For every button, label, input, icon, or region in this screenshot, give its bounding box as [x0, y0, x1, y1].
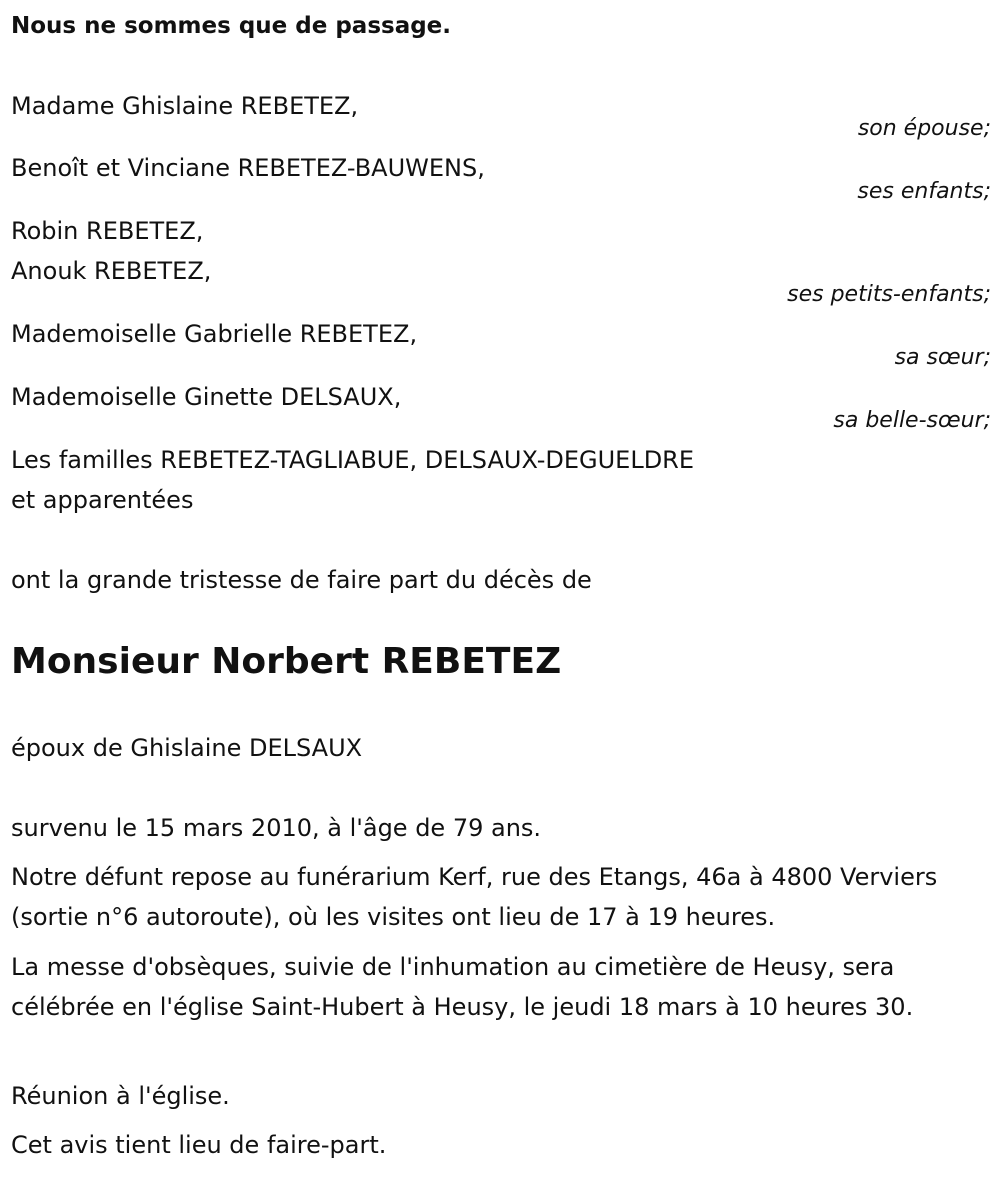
spouse-line: époux de Ghislaine DELSAUX: [11, 734, 363, 762]
family-member-name: Madame Ghislaine REBETEZ,: [11, 92, 359, 120]
funeral-home-paragraph: Notre défunt repose au funérarium Kerf, rue des Etangs, 46a à 4800 Verviers (sortie n°6 autoroute), où les visites ont lieu de 17 à 19 heures.: [11, 863, 938, 931]
family-relation: ses enfants;: [857, 179, 991, 204]
family-relation: sa sœur;: [894, 345, 991, 370]
family-relation: son épouse;: [857, 116, 991, 141]
meeting-paragraph: Réunion à l'église.: [11, 1082, 230, 1110]
family-member-name: Mademoiselle Gabrielle REBETEZ,: [11, 320, 418, 348]
deceased-name: Monsieur Norbert REBETEZ: [11, 641, 562, 682]
family-relation: ses petits-enfants;: [787, 282, 991, 307]
family-member-name: Les familles REBETEZ-TAGLIABUE, DELSAUX-DEGUELDRE: [11, 446, 695, 474]
funeral-mass-paragraph: La messe d'obsèques, suivie de l'inhumation au cimetière de Heusy, sera célébrée en l'église Saint-Hubert à Heusy, le jeudi 18 mars à 10 heures 30.: [11, 953, 914, 1021]
family-member-name: Robin REBETEZ,: [11, 217, 204, 245]
family-relation: sa belle-sœur;: [833, 408, 991, 433]
closing-paragraph: Cet avis tient lieu de faire-part.: [11, 1131, 387, 1159]
family-member-name: et apparentées: [11, 486, 194, 514]
family-member-name: Mademoiselle Ginette DELSAUX,: [11, 383, 402, 411]
announcement-text: ont la grande tristesse de faire part du décès de: [11, 566, 592, 594]
notice-heading: Nous ne sommes que de passage.: [11, 13, 452, 39]
family-member-name: Anouk REBETEZ,: [11, 257, 212, 285]
death-date-paragraph: survenu le 15 mars 2010, à l'âge de 79 ans.: [11, 814, 542, 842]
family-member-name: Benoît et Vinciane REBETEZ-BAUWENS,: [11, 154, 485, 182]
